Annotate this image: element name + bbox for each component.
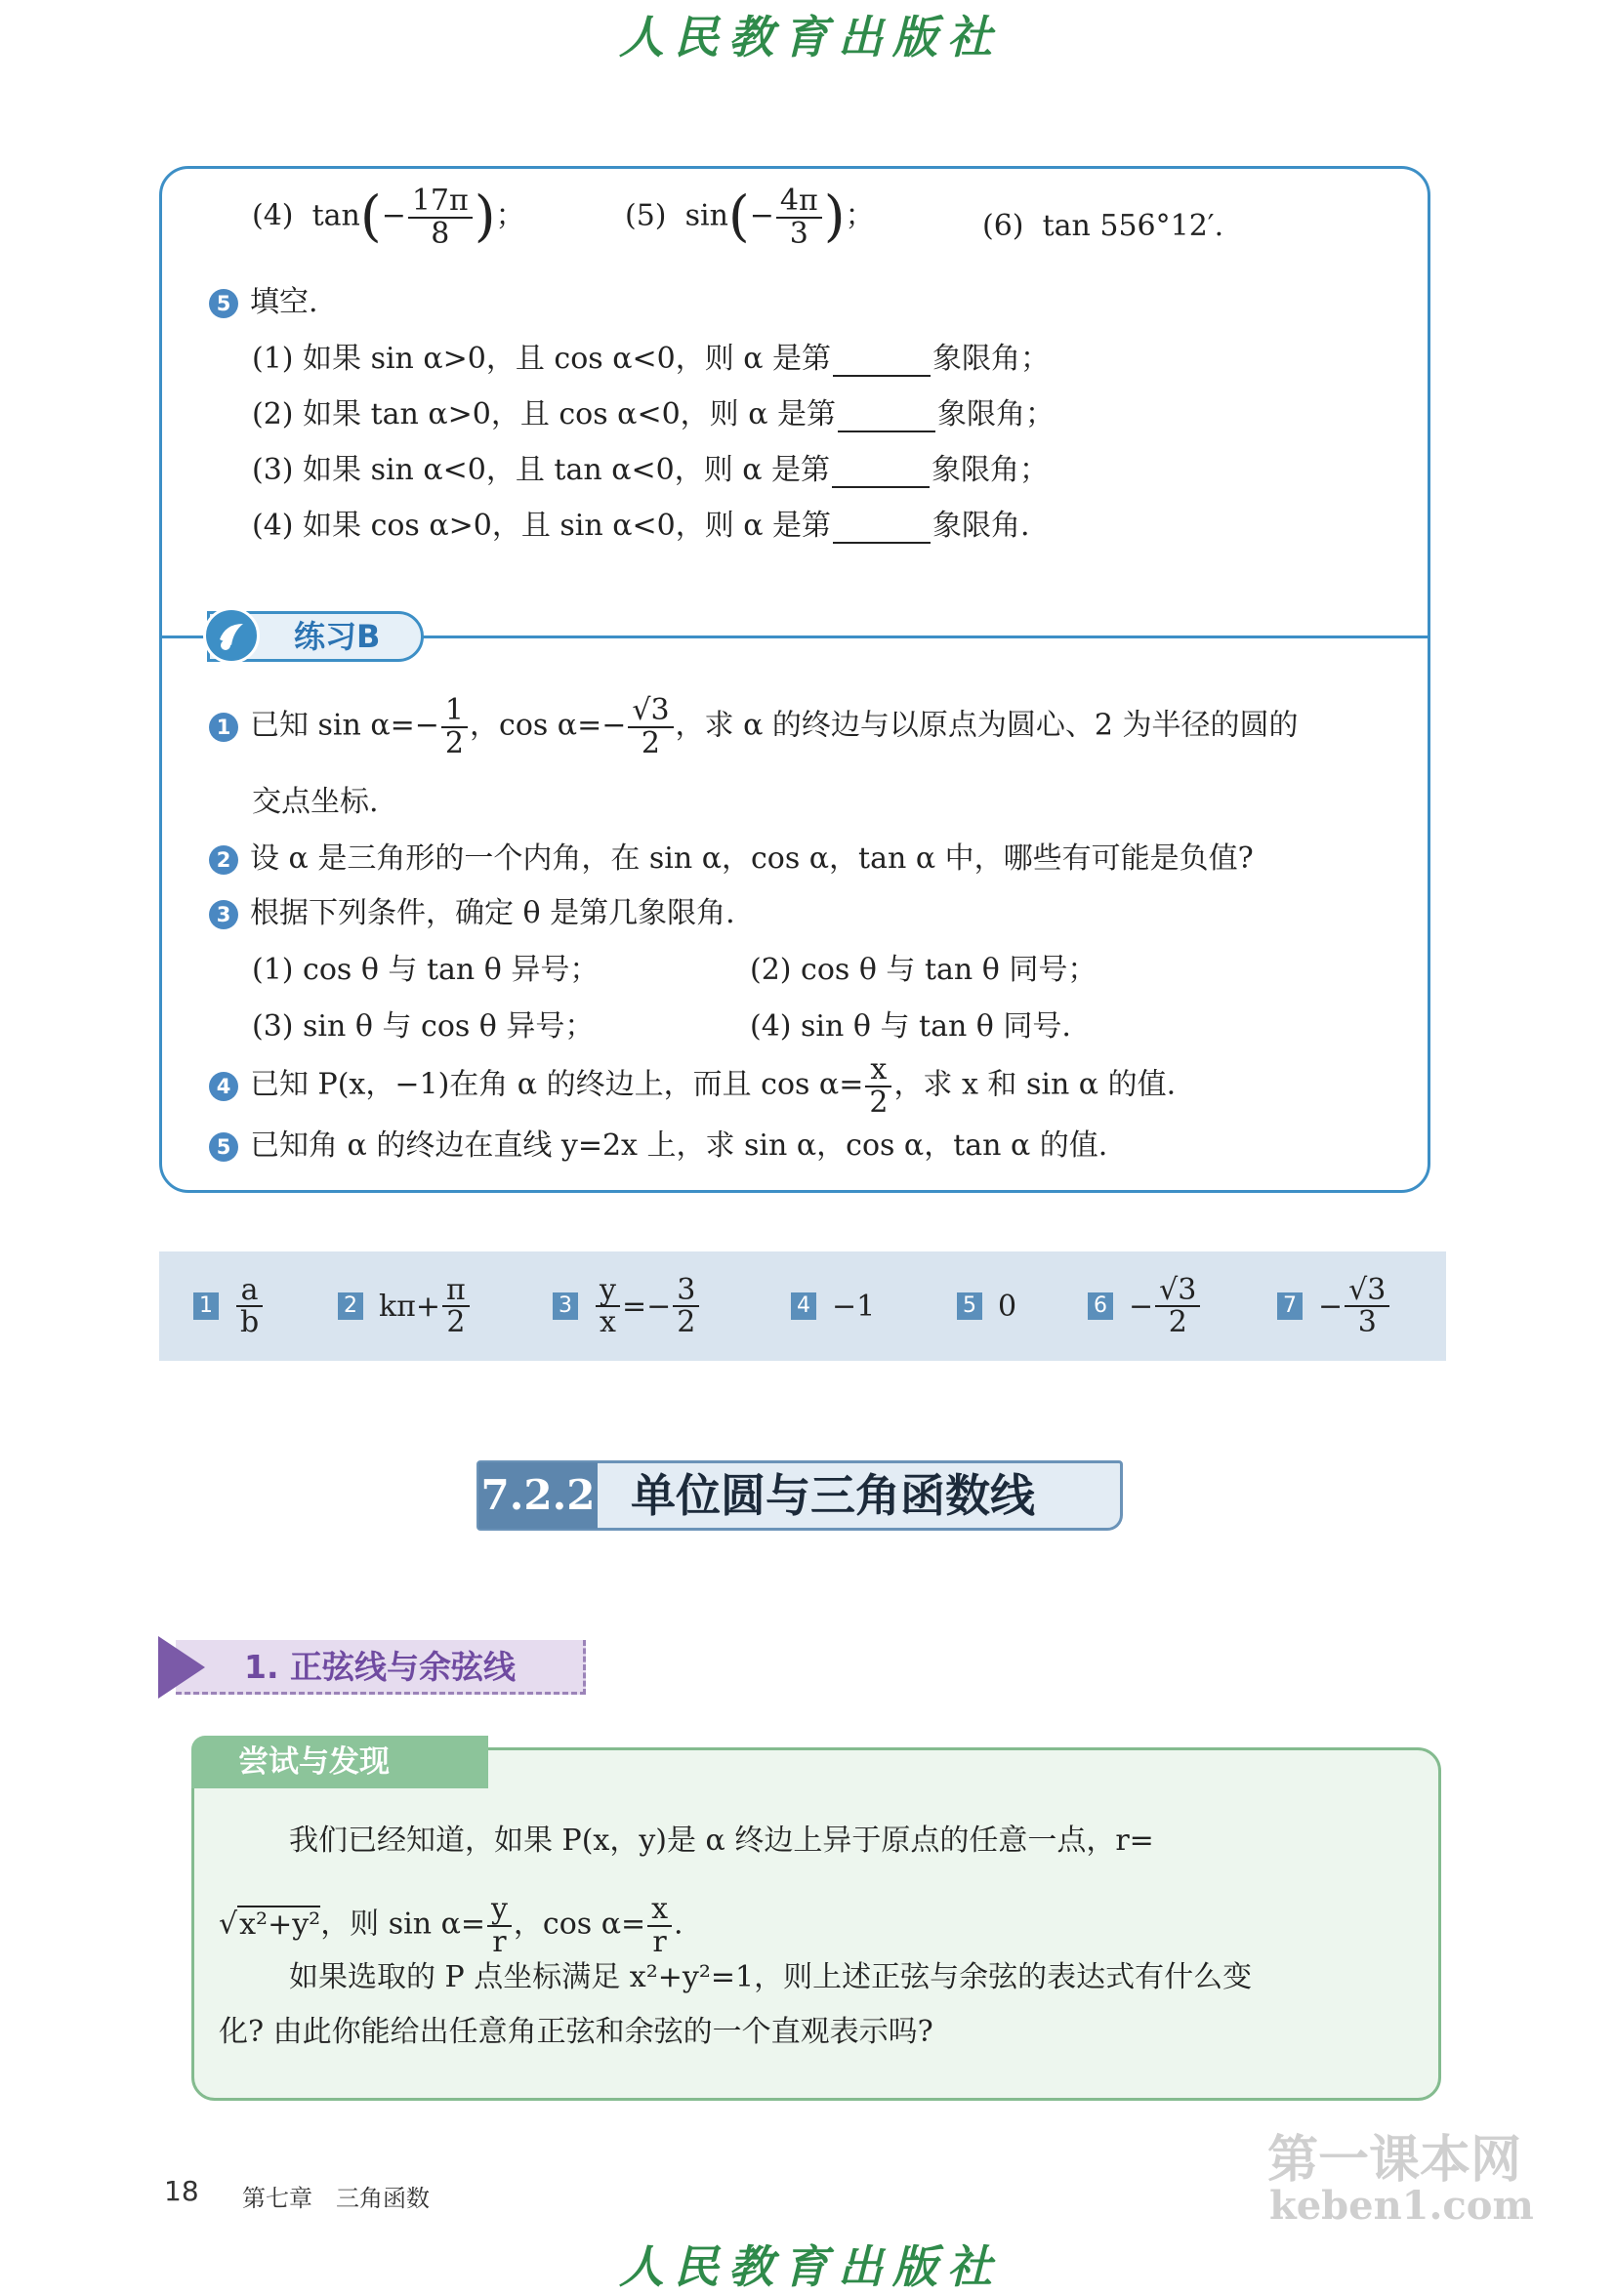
practice-b-q2: 2 设 α 是三角形的一个内角，在 sin α，cos α，tan α 中，哪些有可能是负值? — [209, 841, 1254, 877]
try-discover-label: 尝试与发现 — [238, 1744, 390, 1780]
answer-blank — [832, 457, 930, 488]
practice-icon — [203, 607, 260, 664]
answer-item: 2 kπ+ $\frac{\pi}{2}$ — [338, 1251, 472, 1361]
answer-blank — [838, 401, 935, 432]
item-5: (5) sin(− $\frac{4\pi}{3}$ )； — [625, 184, 875, 251]
item-6: (6) tan 556°12′. — [982, 209, 1224, 243]
publisher-brand-top: 人民教育出版社 — [619, 11, 1002, 63]
answer-blank — [833, 346, 931, 377]
fraction: $\frac{17\pi}{8}$ — [408, 185, 473, 249]
subsection-title: 1. 正弦线与余弦线 — [244, 1648, 516, 1686]
section-number: 7.2.2 — [478, 1462, 598, 1529]
practice-b-tag: 练习B — [207, 611, 424, 662]
watermark-url: keben1.com — [1269, 2183, 1534, 2229]
fill-item-2: (2) 如果 tan α>0，且 cos α<0，则 α 是第 象限角； — [252, 397, 1055, 431]
item-4: (4) tan(− $\frac{17\pi}{8}$ )； — [252, 184, 525, 251]
q3-cond-2: (2) cos θ 与 tan θ 同号； — [750, 953, 1097, 987]
fraction: $\frac{1}{2}$ — [441, 695, 468, 758]
practice-b-q1: 1 已知 sin α=− $\frac{1}{2}$ ，cos α=− $\frac{√3}{2}$ ，求 α 的终边与以原点为圆心、2 为半径的圆的 — [209, 695, 1299, 758]
fraction: $\frac{4\pi}{3}$ — [776, 185, 822, 249]
try-para-3: 化? 由此你能给出任意角正弦和余弦的一个直观表示吗? — [219, 2015, 933, 2049]
answer-item: 4 −1 — [791, 1251, 875, 1361]
answer-item: 1 $\frac{a}{b}$ — [193, 1251, 265, 1361]
answer-item: 7 − $\frac{√3}{3}$ — [1277, 1251, 1391, 1361]
fill-item-1: (1) 如果 sin α>0，且 cos α<0，则 α 是第 象限角； — [252, 342, 1051, 376]
fill-item-3: (3) 如果 sin α<0，且 tan α<0，则 α 是第 象限角； — [252, 453, 1050, 487]
fraction: $\frac{√3}{2}$ — [628, 695, 673, 758]
try-para-1: 我们已经知道，如果 P(x，y)是 α 终边上异于原点的任意一点，r= — [289, 1824, 1154, 1858]
page-number: 18 — [164, 2175, 199, 2207]
practice-b-q5: 5 已知角 α 的终边在直线 y=2x 上，求 sin α，cos α，tan α 的值. — [209, 1128, 1107, 1164]
answer-item: 3 $\frac{y}{x}$ =− $\frac{3}{2}$ — [553, 1251, 701, 1361]
try-para-2: 如果选取的 P 点坐标满足 x²+y²=1，则上述正弦与余弦的表达式有什么变 — [289, 1960, 1253, 1994]
practice-b-q4: 4 已知 P(x，−1)在角 α 的终边上，而且 cos α= $\frac{x}{2}$ ，求 x 和 sin α 的值. — [209, 1054, 1176, 1118]
try-para-1b: √x²+y²，则 sin α= $\frac{y}{r}$ ，cos α= $\frac{x}{r}$ . — [219, 1892, 683, 1959]
subsection-arrow-icon — [158, 1636, 205, 1699]
chapter-label: 第七章 三角函数 — [242, 2185, 430, 2212]
q3-cond-1: (1) cos θ 与 tan θ 异号； — [252, 953, 600, 987]
q3-cond-4: (4) sin θ 与 tan θ 同号. — [750, 1009, 1071, 1044]
answer-item: 6 − $\frac{√3}{2}$ — [1088, 1251, 1202, 1361]
section-title: 单位圆与三角函数线 — [631, 1469, 1035, 1522]
practice-b-q3: 3 根据下列条件，确定 θ 是第几象限角. — [209, 896, 735, 931]
fraction: $\frac{x}{r}$ — [647, 1894, 672, 1957]
answer-item: 5 0 — [957, 1251, 1016, 1361]
q3-cond-3: (3) sin θ 与 cos θ 异号； — [252, 1009, 595, 1044]
question-5-title: 5 填空. — [209, 285, 318, 320]
fraction: $\frac{x}{2}$ — [865, 1054, 891, 1118]
publisher-brand-bottom: 人民教育出版社 — [619, 2240, 1002, 2293]
answer-blank — [833, 512, 931, 544]
fraction: $\frac{y}{r}$ — [487, 1894, 512, 1957]
watermark-text: 第一课本网 — [1267, 2131, 1522, 2190]
practice-b-q1-cont: 交点坐标. — [252, 785, 379, 819]
fill-item-4: (4) 如果 cos α>0，且 sin α<0，则 α 是第 象限角. — [252, 509, 1030, 543]
